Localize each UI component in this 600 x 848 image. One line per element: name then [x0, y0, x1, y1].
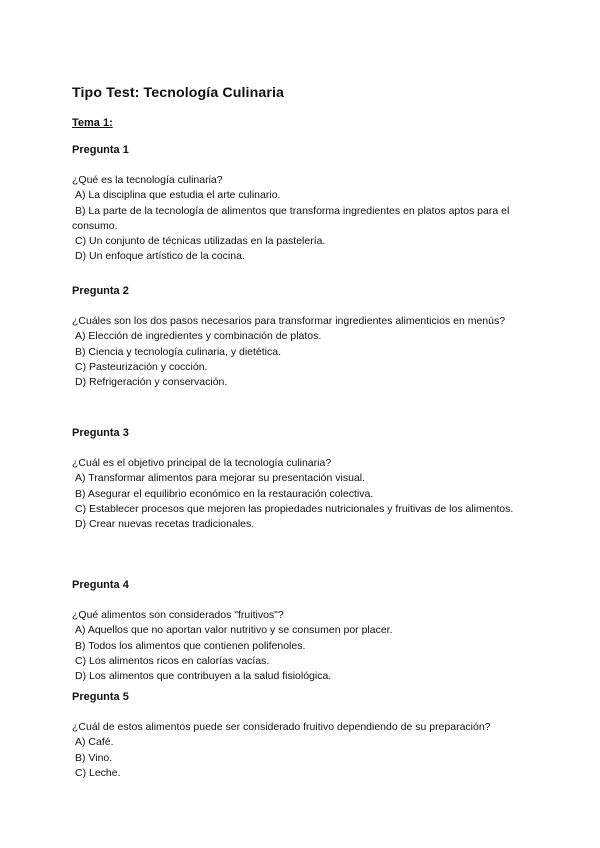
answer-option: C) Pasteurización y cocción. [75, 360, 208, 373]
answer-option: D) Refrigeración y conservación. [75, 376, 228, 389]
question-title: Pregunta 2 [72, 285, 129, 297]
question-text: ¿Cuál es el objetivo principal de la tecnología culinaria? [72, 457, 332, 469]
question-title: Pregunta 5 [72, 691, 129, 703]
answer-options [72, 188, 532, 264]
answer-option: A) La disciplina que estudia el arte culinario. [75, 189, 281, 202]
question-block [72, 143, 532, 265]
answer-option: A) Transformar alimentos para mejorar su presentación visual. [75, 472, 366, 485]
answer-option: B) Vino. [75, 751, 113, 764]
question-text: ¿Cuáles son los dos pasos necesarios para transformar ingredientes alimenticios en menús? [72, 315, 506, 327]
question-block [72, 426, 532, 532]
answer-option: A) Café. [75, 736, 114, 749]
question-title: Pregunta 3 [72, 427, 129, 439]
answer-option: A) Aquellos que no aportan valor nutritivo y se consumen por placer. [75, 624, 393, 637]
answer-options [72, 735, 532, 781]
answer-option: B) Ciencia y tecnología culinaria, y dietética. [75, 345, 282, 358]
answer-option: D) Crear nuevas recetas tradicionales. [75, 518, 255, 531]
question-title: Pregunta 1 [72, 144, 129, 156]
answer-option: C) Los alimentos ricos en calorías vacías. [75, 654, 270, 667]
answer-option: B) La parte de la tecnología de alimentos que transforma ingredientes en platos aptos para el consumo. [72, 204, 510, 232]
answer-option: C) Un conjunto de técnicas utilizadas en la pastelería. [75, 235, 326, 248]
question-text: ¿Qué es la tecnología culinaria? [72, 174, 223, 186]
answer-option: D) Los alimentos que contribuyen a la salud fisiológica. [75, 670, 332, 683]
answer-options [72, 623, 532, 684]
document-title: Tipo Test: Tecnología Culinaria [72, 85, 284, 101]
answer-option: C) Leche. [75, 766, 121, 779]
question-block [72, 690, 532, 781]
question-text: ¿Qué alimentos son considerados "fruitivos"? [72, 609, 284, 621]
answer-option: A) Elección de ingredientes y combinación de platos. [75, 330, 322, 343]
answer-option: D) Un enfoque artístico de la cocina. [75, 250, 245, 263]
answer-option: B) Asegurar el equilibrio económico en la restauración colectiva. [75, 487, 374, 500]
answer-options [72, 471, 532, 532]
question-title: Pregunta 4 [72, 579, 129, 591]
question-block [72, 578, 532, 684]
answer-options [72, 329, 532, 390]
question-text: ¿Cuál de estos alimentos puede ser considerado fruitivo dependiendo de su preparación? [72, 721, 491, 733]
answer-option: C) Establecer procesos que mejoren las propiedades nutricionales y fruitivas de los alimentos. [75, 502, 514, 515]
question-block [72, 284, 532, 390]
topic-heading: Tema 1: [72, 117, 113, 129]
answer-option: B) Todos los alimentos que contienen polifenoles. [75, 639, 306, 652]
